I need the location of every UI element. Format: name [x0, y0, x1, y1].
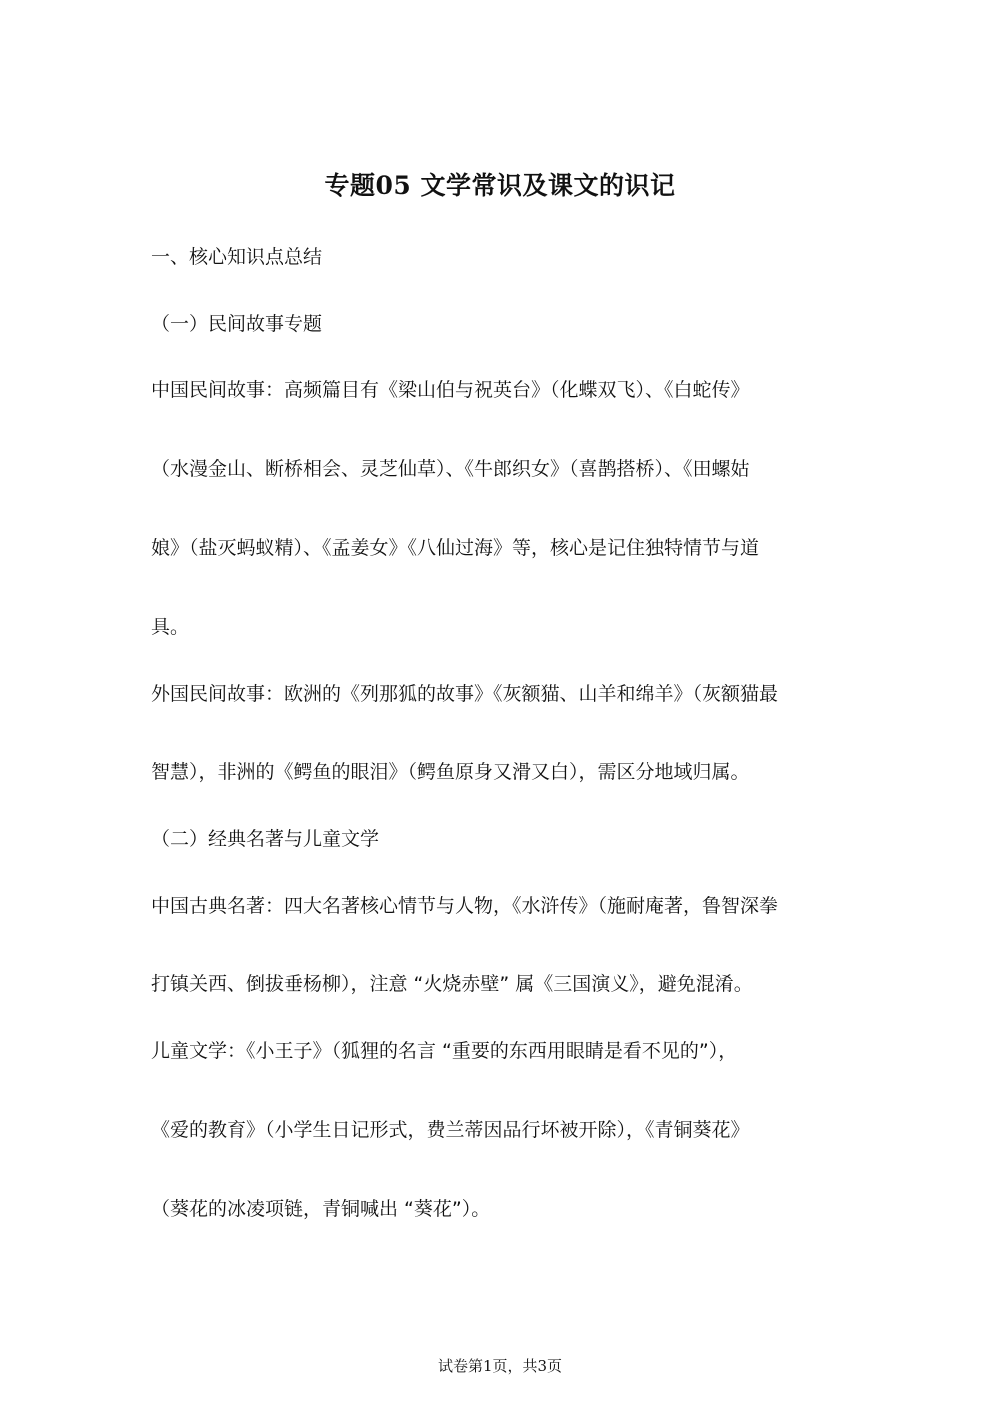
paragraph-line: 中国民间故事：高频篇目有《梁山伯与祝英台》（化蝶双飞）、《白蛇传》: [151, 379, 750, 401]
paragraph-line: 外国民间故事：欧洲的《列那狐的故事》《灰额猫、山羊和绵羊》（灰额猫最: [151, 683, 779, 705]
paragraph-line: 娘》（盐灭蚂蚁精）、《孟姜女》《八仙过海》等，核心是记住独特情节与道: [151, 537, 760, 559]
paragraph-line: （水漫金山、断桥相会、灵芝仙草）、《牛郎织女》（喜鹊搭桥）、《田螺姑: [151, 458, 750, 480]
paragraph-line: 具。: [151, 616, 190, 638]
paragraph-line: 打镇关西、倒拔垂杨柳），注意 “火烧赤壁” 属《三国演义》，避免混淆。: [151, 973, 753, 995]
paragraph-line: 《爱的教育》（小学生日记形式，费兰蒂因品行坏被开除），《青铜葵花》: [151, 1119, 750, 1141]
page-title: 专题05 文学常识及课文的识记: [324, 171, 676, 200]
paragraph-line: 儿童文学：《小王子》（狐狸的名言 “重要的东西用眼睛是看不见的”），: [151, 1040, 738, 1062]
paragraph-line: 智慧），非洲的《鳄鱼的眼泪》（鳄鱼原身又滑又白），需区分地域归属。: [151, 761, 750, 783]
subsection-heading: （二）经典名著与儿童文学: [151, 828, 380, 850]
section-heading: 一、核心知识点总结: [151, 246, 323, 268]
page-footer: 试卷第1页，共3页: [437, 1357, 563, 1375]
paragraph-line: （葵花的冰凌项链，青铜喊出 “葵花”）。: [151, 1198, 491, 1220]
subsection-heading: （一）民间故事专题: [151, 313, 323, 335]
paragraph-line: 中国古典名著：四大名著核心情节与人物，《水浒传》（施耐庵著，鲁智深拳: [151, 895, 779, 917]
